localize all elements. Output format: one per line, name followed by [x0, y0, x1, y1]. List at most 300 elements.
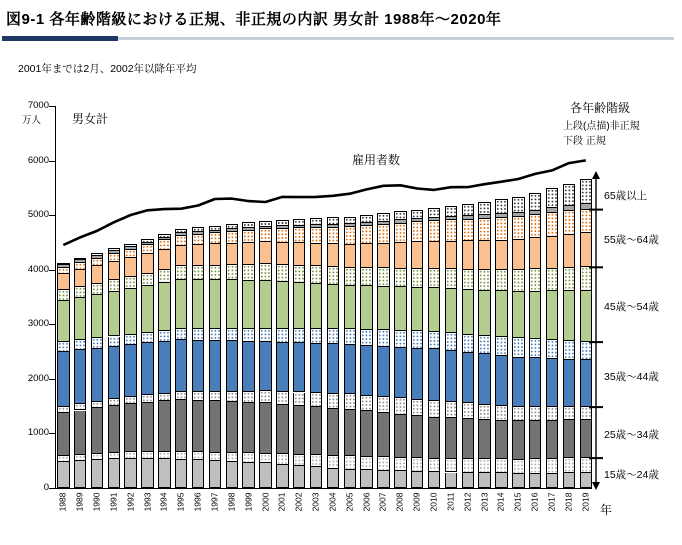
bar-segment-2008-nonregular: [394, 398, 407, 414]
bar-segment-1992-regular: [124, 289, 137, 334]
bar-segment-1997-nonregular: [209, 233, 222, 244]
y-tick-mark: [49, 324, 55, 325]
bar-segment-2017-regular: [546, 237, 559, 269]
bar-segment-1999-regular: [242, 243, 255, 265]
bar-segment-1999-nonregular: [242, 231, 255, 243]
bar-segment-2010-regular: [428, 288, 441, 332]
x-tick-label: 1992: [125, 492, 136, 512]
bar-segment-1995-nonregular: [175, 266, 188, 280]
bar-segment-2017-nonregular: [546, 459, 559, 474]
bar-segment-2009-nonregular: [411, 210, 424, 219]
y-axis-line: [55, 106, 56, 489]
bar-segment-2013-regular: [478, 215, 491, 219]
y-tick-mark: [49, 488, 55, 489]
bar-segment-2006-regular: [360, 346, 373, 396]
bar-segment-2014-regular: [495, 473, 508, 488]
bar-segment-1990-regular: [91, 266, 104, 284]
bar-segment-2005-regular: [344, 286, 357, 330]
bar-segment-1989-nonregular: [74, 340, 87, 350]
bar-segment-2000-nonregular: [259, 264, 272, 280]
bar-segment-1988-nonregular: [57, 456, 70, 461]
bar-segment-1990-nonregular: [91, 402, 104, 409]
bar-segment-1991-regular: [108, 406, 121, 453]
bar-segment-2003-regular: [310, 225, 323, 228]
bar-segment-1994-nonregular: [158, 270, 171, 283]
bar-segment-2012-nonregular: [462, 335, 475, 353]
bar-segment-2011-nonregular: [445, 333, 458, 351]
age-group-label: 35歳～44歳: [604, 370, 659, 383]
bar-segment-2019-regular: [580, 291, 593, 342]
line-series-label: 雇用者数: [352, 153, 401, 167]
bar-segment-2012-nonregular: [462, 220, 475, 242]
bar-segment-2016-regular: [529, 421, 542, 459]
bar-segment-2013-nonregular: [478, 270, 491, 291]
x-tick-label: 2008: [394, 492, 405, 512]
bar-segment-1991-nonregular: [108, 254, 121, 262]
y-tick-label: 1000: [27, 427, 49, 439]
bar-segment-1993-nonregular: [141, 239, 154, 243]
bar-segment-1990-regular: [91, 460, 104, 488]
bar-segment-2015-nonregular: [512, 197, 525, 213]
bar-segment-1998-regular: [226, 244, 239, 265]
bar-segment-2017-regular: [546, 208, 559, 213]
bar-segment-1996-nonregular: [192, 452, 205, 460]
bar-segment-2019-nonregular: [580, 342, 593, 360]
bar-segment-2013-regular: [478, 473, 491, 488]
x-tick-label: 2015: [512, 492, 523, 512]
bar-segment-2000-nonregular: [259, 329, 272, 342]
bar-segment-2014-regular: [495, 356, 508, 406]
bar-segment-2019-regular: [580, 473, 593, 488]
bar-segment-1998-regular: [226, 341, 239, 391]
bar-segment-2018-nonregular: [563, 184, 576, 206]
bar-segment-2014-nonregular: [495, 459, 508, 473]
bar-segment-1999-regular: [242, 463, 255, 488]
bar-segment-2003-nonregular: [310, 218, 323, 225]
bar-segment-1998-nonregular: [226, 265, 239, 280]
bar-segment-2009-nonregular: [411, 458, 424, 472]
bar-segment-2015-nonregular: [512, 460, 525, 474]
bar-segment-2011-nonregular: [445, 269, 458, 289]
bar-segment-1999-regular: [242, 281, 255, 330]
bar-segment-2010-nonregular: [428, 459, 441, 473]
bar-segment-2019-nonregular: [580, 458, 593, 473]
bar-segment-2019-regular: [580, 420, 593, 458]
bar-segment-2005-regular: [344, 245, 357, 268]
y-tick-label: 7000: [27, 100, 49, 111]
bar-segment-1992-regular: [124, 247, 137, 250]
bar-segment-2011-nonregular: [445, 402, 458, 418]
bar-segment-2012-regular: [462, 216, 475, 220]
bar-segment-1993-regular: [141, 254, 154, 274]
bar-segment-2000-regular: [259, 403, 272, 453]
bar-segment-2002-nonregular: [293, 228, 306, 243]
x-tick-label: 2001: [276, 492, 287, 512]
bar-segment-2016-regular: [529, 211, 542, 216]
bar-segment-1989-nonregular: [74, 258, 87, 261]
bar-segment-2007-regular: [377, 244, 390, 269]
bar-segment-1990-regular: [91, 256, 104, 259]
bar-segment-2000-regular: [259, 463, 272, 488]
bar-segment-1989-regular: [74, 270, 87, 287]
bar-segment-2015-nonregular: [512, 217, 525, 240]
bar-segment-2008-nonregular: [394, 458, 407, 472]
bar-segment-1996-regular: [192, 341, 205, 392]
bar-segment-1991-nonregular: [108, 453, 121, 459]
bar-segment-2015-regular: [512, 421, 525, 459]
bar-segment-1994-regular: [158, 342, 171, 394]
bar-segment-2000-nonregular: [259, 454, 272, 464]
bar-segment-2001-nonregular: [276, 454, 289, 465]
bar-segment-2018-nonregular: [563, 341, 576, 359]
bar-segment-2009-regular: [411, 288, 424, 332]
bar-segment-1997-regular: [209, 461, 222, 488]
bar-segment-2003-nonregular: [310, 393, 323, 407]
bar-segment-2010-nonregular: [428, 401, 441, 417]
bar-segment-2016-regular: [529, 474, 542, 488]
bar-segment-2005-regular: [344, 224, 357, 227]
x-tick-label: 1991: [108, 492, 119, 512]
bar-segment-2017-nonregular: [546, 340, 559, 359]
bar-segment-2002-regular: [293, 343, 306, 392]
x-tick-label: 1999: [243, 492, 254, 512]
x-tick-label: 2017: [546, 492, 557, 512]
bar-segment-1989-regular: [74, 461, 87, 488]
bar-segment-2002-nonregular: [293, 329, 306, 343]
bar-segment-2013-nonregular: [478, 459, 491, 473]
y-tick-label: 3000: [27, 318, 49, 330]
bar-segment-2013-nonregular: [478, 405, 491, 420]
bar-segment-2006-regular: [360, 244, 373, 268]
bar-segment-2012-nonregular: [462, 204, 475, 216]
bar-segment-1993-regular: [141, 243, 154, 246]
bar-segment-1998-regular: [226, 280, 239, 329]
bar-segment-2017-regular: [546, 474, 559, 488]
bar-segment-2003-regular: [310, 407, 323, 455]
bar-segment-2007-nonregular: [377, 457, 390, 471]
age-group-label: 45歳～54歳: [604, 300, 659, 313]
bar-segment-2017-regular: [546, 421, 559, 459]
bar-segment-2019-nonregular: [580, 407, 593, 420]
bar-segment-2014-nonregular: [495, 406, 508, 421]
bar-segment-2009-regular: [411, 219, 424, 222]
bar-segment-2004-nonregular: [327, 267, 340, 285]
bar-segment-2007-nonregular: [377, 213, 390, 222]
bar-segment-2010-regular: [428, 472, 441, 488]
bar-segment-2010-regular: [428, 349, 441, 401]
bar-segment-1993-nonregular: [141, 274, 154, 287]
bar-segment-1993-regular: [141, 343, 154, 395]
bar-segment-2003-nonregular: [310, 266, 323, 283]
bar-segment-2017-nonregular: [546, 269, 559, 292]
bar-segment-1997-regular: [209, 244, 222, 265]
bar-segment-2019-regular: [580, 233, 593, 267]
x-tick-label: 1998: [226, 492, 237, 512]
bar-segment-2009-nonregular: [411, 331, 424, 348]
y-tick-label: 6000: [27, 154, 49, 166]
x-tick-label: 2005: [344, 492, 355, 512]
bar-segment-1991-regular: [108, 347, 121, 400]
bar-segment-1998-nonregular: [226, 232, 239, 244]
bar-segment-2003-nonregular: [310, 228, 323, 244]
bar-segment-1990-nonregular: [91, 259, 104, 266]
bar-segment-2018-regular: [563, 420, 576, 458]
bar-segment-1988-regular: [57, 265, 70, 268]
y-tick-label: 2000: [27, 372, 49, 384]
bar-segment-1996-regular: [192, 245, 205, 266]
bar-segment-1998-nonregular: [226, 392, 239, 402]
bar-segment-1993-regular: [141, 403, 154, 452]
bar-segment-1997-nonregular: [209, 453, 222, 462]
bar-segment-1996-nonregular: [192, 266, 205, 280]
x-tick-label: 1996: [192, 492, 203, 512]
bar-segment-1997-regular: [209, 341, 222, 392]
panel-label: 男女計: [72, 112, 109, 126]
bar-segment-2009-nonregular: [411, 222, 424, 242]
bar-segment-1989-nonregular: [74, 287, 87, 298]
bar-segment-1997-nonregular: [209, 329, 222, 341]
bar-segment-1996-nonregular: [192, 227, 205, 232]
bar-segment-2000-nonregular: [259, 229, 272, 242]
bar-segment-2009-regular: [411, 242, 424, 268]
bar-segment-2017-nonregular: [546, 188, 559, 208]
bar-segment-2016-regular: [529, 292, 542, 340]
bar-segment-1988-nonregular: [57, 263, 70, 265]
bar-segment-2011-nonregular: [445, 459, 458, 473]
bar-segment-2004-regular: [327, 285, 340, 330]
bar-segment-1996-regular: [192, 460, 205, 488]
bar-segment-2013-regular: [478, 291, 491, 336]
bar-segment-1994-nonregular: [158, 452, 171, 459]
bar-segment-1988-regular: [57, 413, 70, 457]
x-tick-label: 1994: [158, 492, 169, 512]
bar-segment-2001-regular: [276, 282, 289, 330]
bar-segment-2004-nonregular: [327, 456, 340, 469]
x-tick-label: 2002: [293, 492, 304, 512]
bar-segment-2012-nonregular: [462, 403, 475, 419]
bar-segment-2008-regular: [394, 220, 407, 223]
bar-segment-1995-nonregular: [175, 236, 188, 246]
bar-segment-2010-regular: [428, 242, 441, 269]
bar-segment-1995-nonregular: [175, 452, 188, 460]
bar-segment-2001-regular: [276, 243, 289, 265]
bar-segment-2016-nonregular: [529, 193, 542, 211]
bar-segment-2000-nonregular: [259, 391, 272, 403]
bar-segment-2008-regular: [394, 348, 407, 399]
y-tick-mark: [49, 433, 55, 434]
bar-segment-1994-regular: [158, 283, 171, 331]
bar-segment-2014-regular: [495, 291, 508, 337]
bar-segment-2019-regular: [580, 360, 593, 407]
bar-segment-1990-nonregular: [91, 284, 104, 296]
x-tick-label: 2018: [563, 492, 574, 512]
page-title: 図9-1 各年齢階級における正規、非正規の内訳 男女計 1988年～2020年: [6, 11, 502, 28]
bar-segment-1998-nonregular: [226, 329, 239, 341]
bar-segment-2004-regular: [327, 344, 340, 393]
bar-segment-1990-nonregular: [91, 253, 104, 256]
bar-segment-2011-regular: [445, 418, 458, 458]
bar-segment-2003-regular: [310, 244, 323, 266]
bar-segment-1991-nonregular: [108, 280, 121, 292]
bar-segment-1990-regular: [91, 408, 104, 454]
bar-segment-2011-regular: [445, 217, 458, 220]
bar-segment-2001-nonregular: [276, 229, 289, 243]
bar-segment-1992-nonregular: [124, 452, 137, 459]
bar-segment-1997-regular: [209, 401, 222, 452]
bar-segment-1991-nonregular: [108, 399, 121, 406]
bar-segment-2011-regular: [445, 473, 458, 488]
bar-segment-1989-nonregular: [74, 404, 87, 410]
bar-segment-2007-nonregular: [377, 225, 390, 244]
bar-segment-1993-nonregular: [141, 333, 154, 344]
y-tick-mark: [49, 106, 55, 107]
bar-segment-1999-regular: [242, 228, 255, 231]
bar-segment-2006-nonregular: [360, 330, 373, 346]
bar-segment-1988-nonregular: [57, 268, 70, 275]
bar-segment-1996-regular: [192, 401, 205, 453]
bar-segment-1997-nonregular: [209, 392, 222, 402]
bar-segment-2018-nonregular: [563, 268, 576, 291]
bar-segment-2014-regular: [495, 241, 508, 270]
age-bracket-arrow-up: [592, 171, 600, 179]
bar-segment-1997-nonregular: [209, 226, 222, 231]
bar-segment-2012-regular: [462, 353, 475, 404]
bar-segment-2000-regular: [259, 281, 272, 330]
bar-segment-1992-nonregular: [124, 335, 137, 345]
bar-segment-2005-nonregular: [344, 394, 357, 410]
x-axis-line: [55, 488, 592, 489]
bar-segment-2018-regular: [563, 206, 576, 212]
bar-segment-2014-nonregular: [495, 199, 508, 214]
bar-segment-1999-nonregular: [242, 329, 255, 342]
bar-segment-2010-regular: [428, 418, 441, 459]
bar-segment-1998-nonregular: [226, 453, 239, 462]
bar-segment-1999-regular: [242, 403, 255, 454]
bar-segment-1989-regular: [74, 350, 87, 404]
bar-segment-2001-nonregular: [276, 265, 289, 282]
bar-segment-1994-nonregular: [158, 331, 171, 342]
bar-segment-2013-regular: [478, 420, 491, 459]
bar-segment-2002-regular: [293, 243, 306, 265]
bar-segment-1993-nonregular: [141, 245, 154, 254]
bar-segment-1989-regular: [74, 260, 87, 263]
bar-segment-1999-nonregular: [242, 453, 255, 462]
bar-segment-2007-nonregular: [377, 268, 390, 286]
bar-segment-2016-nonregular: [529, 407, 542, 421]
x-tick-label: 2016: [529, 492, 540, 512]
x-tick-label: 2019: [580, 492, 591, 512]
bar-segment-2006-regular: [360, 223, 373, 226]
x-tick-label: 2012: [462, 492, 473, 512]
bar-segment-2001-nonregular: [276, 329, 289, 343]
bar-segment-2003-nonregular: [310, 329, 323, 344]
bar-segment-2018-nonregular: [563, 458, 576, 473]
bar-segment-2001-nonregular: [276, 220, 289, 226]
age-group-label: 55歳～64歳: [604, 234, 659, 247]
bar-segment-1988-regular: [57, 274, 70, 290]
bar-segment-2013-nonregular: [478, 219, 491, 241]
bar-segment-2015-nonregular: [512, 338, 525, 357]
bar-segment-1996-regular: [192, 232, 205, 235]
bar-segment-1991-regular: [108, 251, 121, 254]
x-axis-title: 年: [600, 503, 613, 517]
x-tick-label: 2014: [495, 492, 506, 512]
bar-segment-1988-nonregular: [57, 407, 70, 413]
bar-segment-2013-regular: [478, 241, 491, 270]
bar-segment-2017-regular: [546, 359, 559, 407]
bar-segment-1993-regular: [141, 286, 154, 333]
bar-segment-2008-regular: [394, 287, 407, 331]
bar-segment-2004-nonregular: [327, 228, 340, 245]
bar-segment-1994-regular: [158, 459, 171, 488]
bar-segment-2007-regular: [377, 347, 390, 397]
bar-segment-2012-regular: [462, 241, 475, 269]
age-group-label: 25歳～34歳: [604, 428, 659, 441]
bar-segment-1991-regular: [108, 262, 121, 280]
bar-segment-1999-regular: [242, 342, 255, 392]
bar-segment-2007-regular: [377, 287, 390, 331]
x-tick-label: 2007: [377, 492, 388, 512]
bar-segment-2019-nonregular: [580, 179, 593, 204]
bar-segment-2005-nonregular: [344, 227, 357, 244]
bar-segment-1998-regular: [226, 229, 239, 232]
bar-segment-1994-nonregular: [158, 394, 171, 402]
bar-segment-2012-regular: [462, 419, 475, 459]
bar-segment-2005-regular: [344, 410, 357, 456]
bar-segment-2014-nonregular: [495, 337, 508, 356]
bar-segment-2006-regular: [360, 470, 373, 488]
bar-segment-2009-nonregular: [411, 400, 424, 416]
bar-segment-1988-regular: [57, 301, 70, 342]
bar-segment-2019-nonregular: [580, 267, 593, 291]
bar-segment-2002-regular: [293, 226, 306, 229]
bar-segment-2018-regular: [563, 235, 576, 268]
bar-segment-1995-regular: [175, 280, 188, 329]
bar-segment-1991-regular: [108, 459, 121, 488]
bar-segment-2013-regular: [478, 354, 491, 404]
bar-segment-2000-regular: [259, 227, 272, 230]
bar-segment-2000-regular: [259, 342, 272, 391]
bar-segment-1993-nonregular: [141, 395, 154, 402]
bar-segment-2002-regular: [293, 406, 306, 455]
bar-segment-1994-nonregular: [158, 234, 171, 238]
y-tick-mark: [49, 215, 55, 216]
bar-segment-1990-regular: [91, 349, 104, 402]
x-tick-label: 2011: [445, 492, 456, 511]
y-tick-mark: [49, 379, 55, 380]
bar-segment-1996-nonregular: [192, 392, 205, 401]
bar-segment-1997-regular: [209, 280, 222, 329]
bar-segment-2001-regular: [276, 343, 289, 392]
bar-segment-1996-nonregular: [192, 329, 205, 340]
bar-segment-2003-regular: [310, 467, 323, 488]
bar-segment-1991-nonregular: [108, 248, 121, 251]
bar-segment-2008-regular: [394, 471, 407, 488]
x-tick-label: 1993: [142, 492, 153, 512]
bar-segment-2015-regular: [512, 240, 525, 270]
bar-segment-2007-regular: [377, 471, 390, 488]
bar-segment-1999-nonregular: [242, 222, 255, 228]
x-tick-label: 2003: [310, 492, 321, 512]
x-tick-label: 2004: [327, 492, 338, 512]
bar-segment-2012-regular: [462, 290, 475, 335]
bar-segment-2005-nonregular: [344, 456, 357, 470]
bar-segment-2001-nonregular: [276, 392, 289, 405]
bar-segment-2018-regular: [563, 291, 576, 341]
bar-segment-2008-nonregular: [394, 331, 407, 348]
bar-segment-1994-regular: [158, 401, 171, 452]
bar-segment-2002-nonregular: [293, 266, 306, 283]
